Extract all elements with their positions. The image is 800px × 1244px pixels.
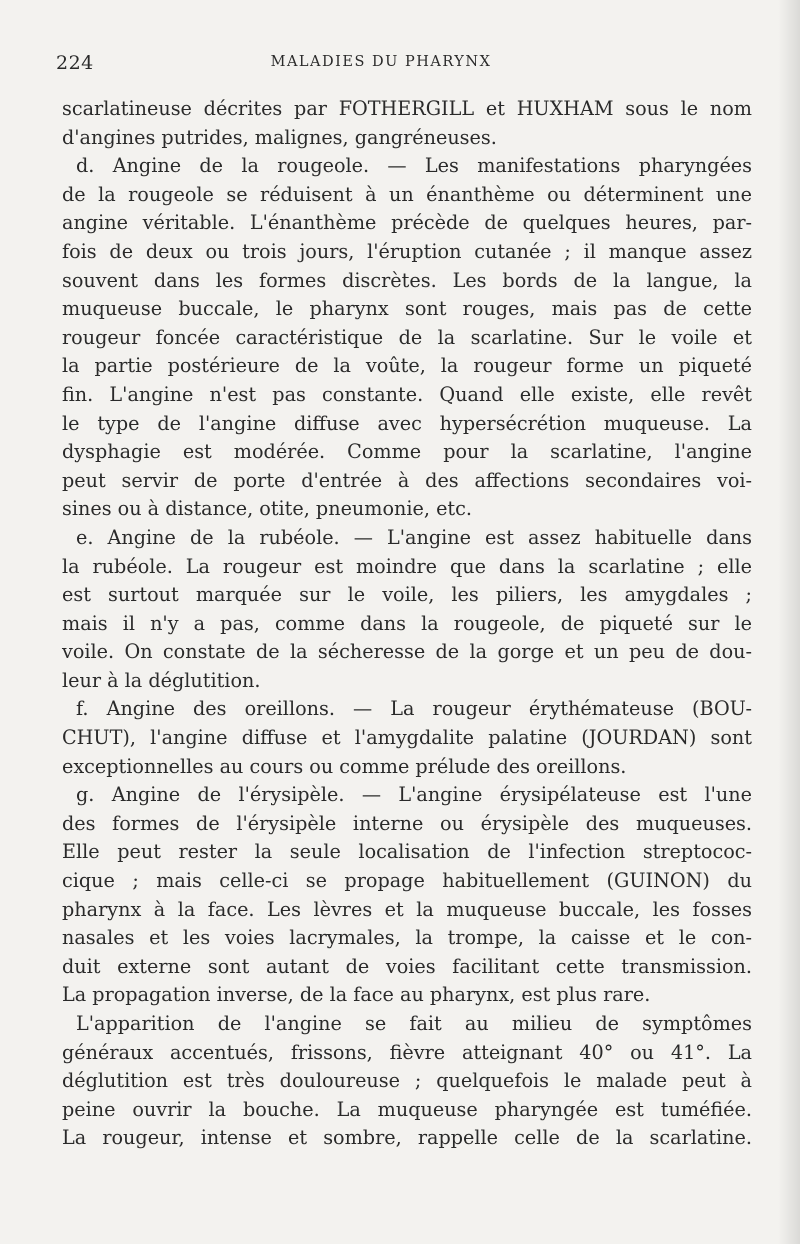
text-line: fois de deux ou trois jours, l'éruption cutanée ; il manque assez (62, 239, 752, 263)
text-line: est surtout marquée sur le voile, les piliers, les amygdales ; (62, 583, 752, 607)
page-header (56, 52, 756, 78)
text-line: dysphagie est modérée. Comme pour la scarlatine, l'angine (62, 440, 752, 464)
text-line: exceptionnelles au cours ou comme prélude des oreillons. (62, 754, 627, 778)
running-head: MALADIES DU PHARYNX (270, 54, 492, 70)
body-text (62, 95, 752, 1153)
text-line: de la rougeole se réduisent à un énanthème ou déterminent une (62, 182, 752, 206)
text-line: scarlatineuse décrites par FOTHERGILL et HUXHAM sous le nom (62, 97, 752, 120)
text-line: peine ouvrir la bouche. La muqueuse pharyngée est tuméfiée. (62, 1097, 752, 1121)
text-line: la rubéole. La rougeur est moindre que dans la scarlatine ; elle (62, 554, 752, 578)
text-line: angine véritable. L'énanthème précède de quelques heures, par- (62, 211, 752, 235)
text-line: f. Angine des oreillons. — La rougeur érythémateuse (BOU- (76, 697, 752, 721)
text-line: CHUT), l'angine diffuse et l'amygdalite palatine (JOURDAN) sont (62, 726, 752, 750)
text-line: généraux accentués, frissons, fièvre atteignant 40° ou 41°. La (62, 1040, 752, 1064)
text-line: La rougeur, intense et sombre, rappelle celle de la scarlatine. (62, 1126, 752, 1150)
page-edge-shadow (778, 0, 800, 1244)
text-line: souvent dans les formes discrètes. Les bords de la langue, la (62, 268, 752, 292)
text-line: nasales et les voies lacrymales, la trompe, la caisse et le con- (62, 926, 752, 950)
text-line: Elle peut rester la seule localisation de l'infection streptococ- (62, 840, 752, 864)
text-line: La propagation inverse, de la face au pharynx, est plus rare. (62, 983, 651, 1007)
text-line: d'angines putrides, malignes, gangréneuses. (62, 125, 497, 149)
text-line: d. Angine de la rougeole. — Les manifestations pharyngées (76, 154, 752, 178)
text-line: e. Angine de la rubéole. — L'angine est assez habituelle dans (76, 525, 752, 549)
text-line: muqueuse buccale, le pharynx sont rouges, mais pas de cette (62, 297, 752, 321)
text-line: déglutition est très douloureuse ; quelquefois le malade peut à (62, 1069, 752, 1093)
text-line: voile. On constate de la sécheresse de la gorge et un peu de dou- (62, 640, 752, 664)
text-line: sines ou à distance, otite, pneumonie, etc. (62, 497, 472, 521)
text-line: la partie postérieure de la voûte, la rougeur forme un piqueté (62, 354, 752, 378)
text-line: duit externe sont autant de voies facilitant cette transmission. (62, 954, 752, 978)
text-line: L'apparition de l'angine se fait au milieu de symptômes (76, 1012, 752, 1035)
page-number: 224 (56, 52, 94, 74)
text-line: cique ; mais celle-ci se propage habituellement (GUINON) du (62, 869, 752, 893)
text-line: le type de l'angine diffuse avec hypersécrétion muqueuse. La (62, 411, 752, 435)
text-line: rougeur foncée caractéristique de la scarlatine. Sur le voile et (62, 325, 752, 349)
text-line: des formes de l'érysipèle interne ou érysipèle des muqueuses. (62, 811, 752, 835)
text-line: mais il n'y a pas, comme dans la rougeole, de piqueté sur le (62, 611, 752, 635)
text-line: leur à la déglutition. (62, 668, 261, 692)
text-line: g. Angine de l'érysipèle. — L'angine érysipélateuse est l'une (76, 783, 752, 807)
text-line: peut servir de porte d'entrée à des affections secondaires voi- (62, 468, 752, 492)
text-line: pharynx à la face. Les lèvres et la muqueuse buccale, les fosses (62, 897, 752, 921)
text-line: fin. L'angine n'est pas constante. Quand elle existe, elle revêt (62, 382, 752, 406)
